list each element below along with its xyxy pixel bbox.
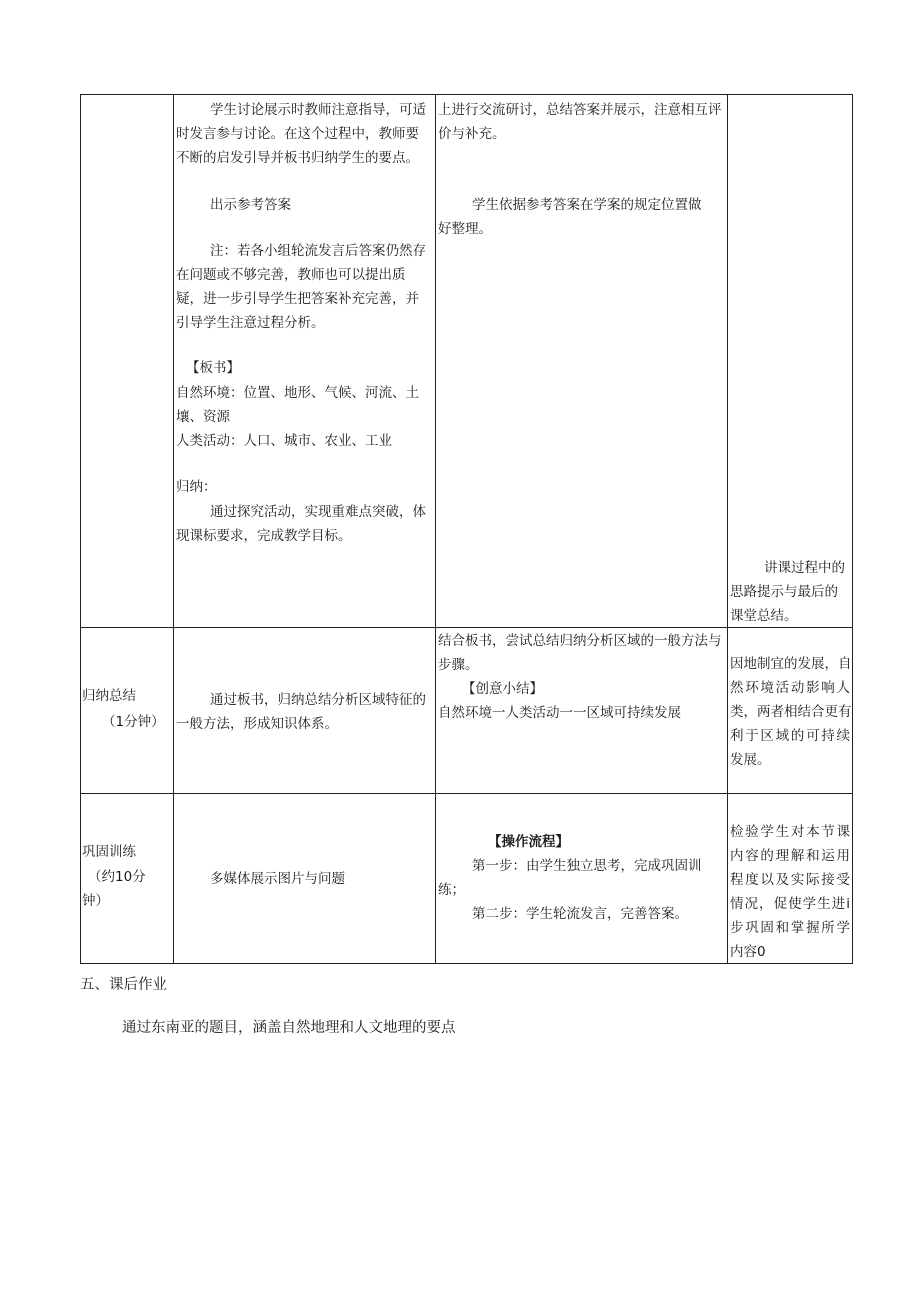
text-line: 学生讨论展示时教师注意指导，可适 (210, 102, 426, 118)
text-line: 【创意小结】 (462, 681, 543, 697)
text-line: 自然环境：位置、地形、气候、河流、土 (176, 385, 419, 401)
text-line: 课堂总结。 (730, 608, 798, 624)
summary-label: 归纳： (176, 479, 217, 495)
row2-duration: （1分钟） (102, 714, 165, 730)
text-line: 第一步：由学生独立思考，完成巩固训 (472, 858, 702, 874)
text-line: 内容0 (730, 944, 766, 960)
text-line: 疑，进一步引导学生把答案补充完善，并 (176, 291, 419, 307)
table-grid-line (80, 793, 853, 794)
text-line: 现课标要求，完成教学目标。 (176, 528, 352, 544)
text-line: 上进行交流研讨，总结答案并展示，注意相互评 (438, 102, 722, 118)
row2-stage-name: 归纳总结 (82, 688, 136, 704)
text-line: 思路提示与最后的 (730, 584, 838, 600)
text-line: 步巩固和掌握所学 (730, 920, 850, 936)
text-line: 学生依据参考答案在学案的规定位置做 (472, 197, 702, 213)
text-line: 在问题或不够完善，教师也可以提出质 (176, 267, 406, 283)
text-line: 发展。 (730, 752, 771, 768)
text-line: 因地制宜的发展，自 (730, 656, 852, 672)
text-line: 壤、资源 (176, 409, 230, 425)
homework-text: 通过东南亚的题目，涵盖自然地理和人文地理的要点 (122, 1020, 456, 1036)
row2-design-intent (730, 652, 850, 772)
text-line: 程度以及实际接受 (730, 872, 850, 888)
text-line: 步骤。 (438, 657, 479, 673)
text-line: 不断的启发引导并板书归纳学生的要点。 (176, 150, 419, 166)
row2-student-activity (438, 629, 725, 725)
board-title: 【板书】 (186, 360, 240, 376)
text-line: 时发言参与讨论。在这个过程中，教师要 (176, 126, 419, 142)
text-line: 类，两者相结合更有 (730, 704, 852, 720)
row1-show-answer: 出示参考答案 (210, 197, 291, 213)
text-line: 通过探究活动，实现重难点突破，体 (210, 504, 426, 520)
row3-stage-name: 巩固训练 (82, 844, 136, 860)
text-line: 一般方法，形成知识体系。 (176, 716, 338, 732)
row3-student-title: 【操作流程】 (488, 834, 569, 850)
text-line: 好整理。 (438, 221, 492, 237)
text-line: 内容的理解和运用 (730, 848, 850, 864)
row3-duration: （约10分 (88, 869, 146, 885)
text-line: 通过板书，归纳总结分析区域特征的 (210, 692, 426, 708)
row1-student-discussion (438, 98, 725, 146)
text-line: 价与补充。 (438, 126, 506, 142)
table-grid-line (435, 94, 436, 964)
row1-design-intent (730, 556, 850, 628)
text-line: 然环境活动影响人 (730, 680, 850, 696)
summary-text (176, 500, 432, 548)
text-line: 引导学生注意过程分析。 (176, 315, 325, 331)
row3-design-intent (730, 820, 850, 964)
text-line: 讲课过程中的 (764, 560, 845, 576)
text-line: 第二步：学生轮流发言，完善答案。 (472, 906, 688, 922)
row3-teacher-activity: 多媒体展示图片与问题 (210, 871, 345, 887)
text-line: 结合板书，尝试总结归纳分析区域的一般方法与 (438, 633, 722, 649)
table-grid-line (173, 94, 174, 964)
row3-student-steps (438, 854, 725, 926)
text-line: 自然环境一人类活动一一区域可持续发展 (438, 705, 681, 721)
row1-teacher-guidance (176, 98, 432, 170)
row3-duration-end: 钟） (82, 893, 109, 909)
text-line: 练； (438, 882, 465, 898)
text-line: 人类活动：人口、城市、农业、工业 (176, 433, 392, 449)
table-grid-line (727, 94, 728, 964)
text-line: 检验学生对本节课 (730, 824, 850, 840)
text-line: 注：若各小组轮流发言后答案仍然存 (210, 243, 426, 259)
homework-heading: 五、课后作业 (80, 977, 167, 993)
text-line: 利于区域的可持续 (730, 728, 850, 744)
row1-teacher-note (176, 239, 432, 335)
row1-student-organize (438, 193, 725, 241)
row2-teacher-activity (176, 688, 432, 736)
text-line: 情况，促使学生进i (730, 896, 850, 912)
board-content (176, 381, 432, 453)
